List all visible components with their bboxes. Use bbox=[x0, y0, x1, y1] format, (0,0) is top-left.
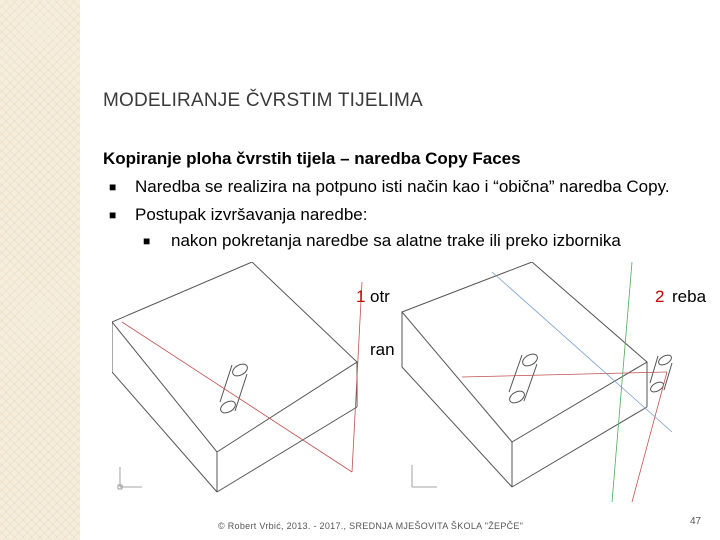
bullet-text: Postupak izvršavanja naredbe: bbox=[135, 205, 368, 224]
section-heading: Kopiranje ploha čvrstih tijela – naredba Copy Faces bbox=[103, 149, 521, 168]
left-solid-box bbox=[112, 262, 357, 492]
sub-bullet-text: nakon pokretanja naredbe sa alatne trake ili preko izbornika bbox=[171, 231, 621, 250]
footer-copyright: © Robert Vrbić, 2013. - 2017., SREDNJA MJEŠOVITA ŠKOLA "ŽEPČE" bbox=[218, 521, 524, 531]
marker-2: 2 bbox=[655, 287, 665, 306]
bullet-text: Naredba se realizira na potpuno isti način kao i “obična” naredba Copy. bbox=[135, 177, 670, 196]
decorative-side-stripe bbox=[0, 0, 80, 540]
slide-title: MODELIRANJE ČVRSTIM TIJELIMA bbox=[103, 90, 423, 111]
sub-bullet-marker-icon: ■ bbox=[143, 234, 151, 248]
sub-bullet-item bbox=[103, 229, 713, 253]
right-solid-box bbox=[402, 262, 673, 487]
occluded-text-fragment: otr bbox=[370, 287, 390, 306]
occluded-text-fragment: ran bbox=[370, 340, 395, 359]
marker-1: 1 bbox=[356, 287, 366, 306]
bullet-marker-icon: ■ bbox=[109, 208, 117, 222]
page-number: 47 bbox=[690, 516, 702, 527]
occluded-text-fragment: reba bbox=[672, 287, 707, 306]
bullet-item bbox=[103, 175, 713, 199]
bullet-marker-icon: ■ bbox=[109, 180, 117, 194]
bullet-item bbox=[103, 203, 713, 227]
cad-drawing bbox=[112, 262, 712, 502]
